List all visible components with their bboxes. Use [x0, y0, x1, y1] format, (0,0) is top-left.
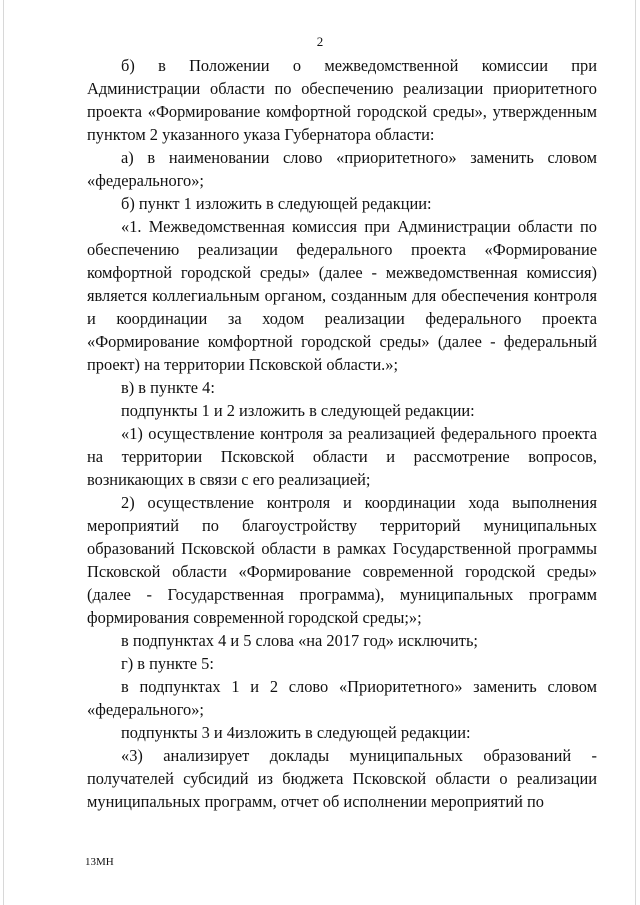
- paragraph: б) в Положении о межведомственной комиссии при Администрации области по обеспечению реализации приоритетного проекта «Формирование комфортной городской среды», утвержденным пунктом 2 указанного указа Губернатора области:: [87, 56, 597, 144]
- page-number: 2: [316, 34, 324, 49]
- paragraph: г) в пункте 5:: [121, 654, 214, 673]
- paragraph: «3) анализирует доклады муниципальных образований - получателей субсидий из бюджета Псковской области о реализации муниципальных программ, отчет об исполнении мероприятий по: [87, 746, 597, 811]
- scan-edge-left: [3, 0, 4, 905]
- scan-edge-right: [635, 0, 636, 905]
- footer-code: 13МН: [85, 856, 114, 868]
- paragraph: б) пункт 1 изложить в следующей редакции:: [121, 194, 432, 213]
- paragraph: «1. Межведомственная комиссия при Администрации области по обеспечению реализации федерального проекта «Формирование комфортной городской среды» (далее - межведомственная комиссия) является коллегиальным органом, созданным для обеспечения контроля и координации за ходом реализации федерального проекта «Формирование комфортной городской среды» (далее - федеральный проект) на территории Псковской области.»;: [87, 217, 597, 374]
- document-body: [87, 54, 597, 813]
- paragraph: в) в пункте 4:: [121, 378, 215, 397]
- paragraph: «1) осуществление контроля за реализацией федерального проекта на территории Псковской области и рассмотрение вопросов, возникающих в связи с его реализацией;: [87, 424, 597, 489]
- paragraph: в подпунктах 1 и 2 слово «Приоритетного» заменить словом «федерального»;: [87, 677, 597, 719]
- paragraph: подпункты 3 и 4изложить в следующей редакции:: [121, 723, 471, 742]
- paragraph: 2) осуществление контроля и координации хода выполнения мероприятий по благоустройству территорий муниципальных образований Псковской области в рамках Государственной программы Псковской области «Формирование современной городской среды» (далее - Государственная программа), муниципальных программ формирования современной городской среды;»;: [87, 493, 597, 627]
- paragraph: в подпунктах 4 и 5 слова «на 2017 год» исключить;: [121, 631, 478, 650]
- paragraph: а) в наименовании слово «приоритетного» заменить словом «федерального»;: [87, 148, 597, 190]
- paragraph: подпункты 1 и 2 изложить в следующей редакции:: [121, 401, 475, 420]
